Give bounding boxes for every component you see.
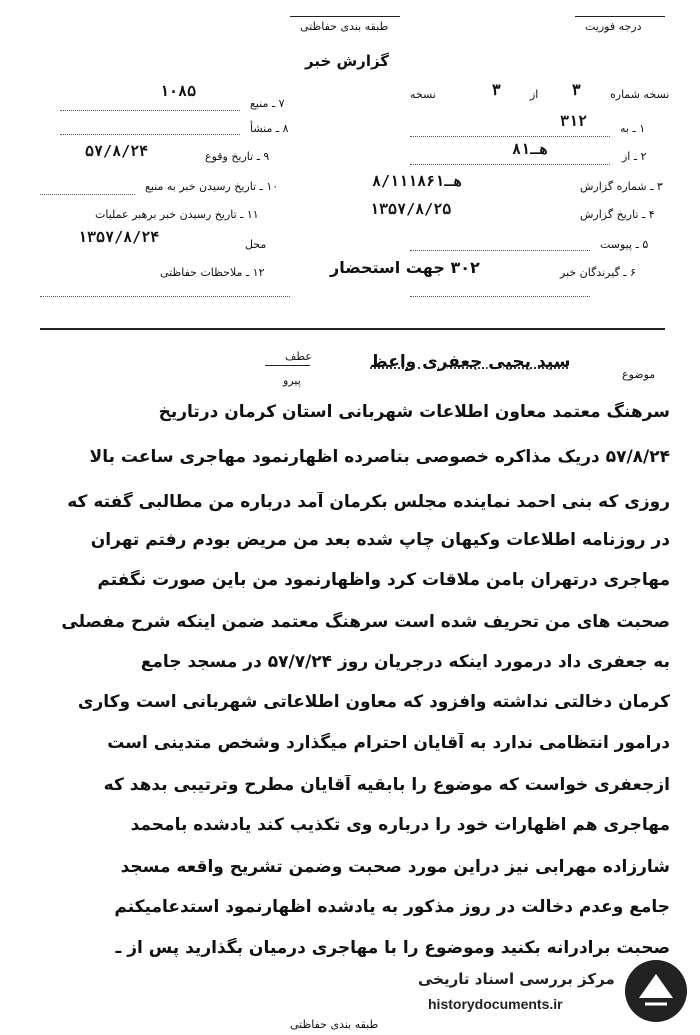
event-date-value: ۵۷/۸/۲۴	[85, 142, 149, 160]
classification-rule	[290, 16, 400, 17]
receipt-date-label: ۱۰ ـ تاریخ رسیدن خبر به منبع	[145, 180, 279, 193]
body-line-3: روزی که بنی احمد نماینده مجلس بکرمان آمد درباره من مطالبی گفته که	[67, 492, 670, 512]
of-label: از	[530, 88, 539, 101]
report-date-value: ۱۳۵۷/۸/۲۵	[370, 200, 452, 218]
body-line-13: جامع وعدم دخالت در روز مذکور به یادشده اظهارنمود استدعامیکنم	[114, 897, 670, 917]
place-date-value: ۱۳۵۷/۸/۲۴	[78, 228, 160, 246]
attachment-dotted-line	[410, 250, 590, 251]
body-line-8: کرمان دخالتی نداشته وافزود که معاون اطلاعاتی شهربانی است وکاری	[77, 692, 670, 712]
receipt-dotted-line	[40, 194, 135, 195]
to-dotted-line	[410, 136, 610, 137]
header-divider	[40, 328, 665, 330]
classification-label-bottom: طبقه بندی حفاظتی	[290, 1018, 379, 1031]
ops-date-label: ۱۱ ـ تاریخ رسیدن خبر برهبر عملیات	[95, 208, 259, 221]
recipients-dotted-line	[410, 296, 590, 297]
urgency-rule	[575, 16, 665, 17]
remarks-dotted-line	[40, 296, 290, 297]
recipients-value: ۳۰۲ جهت استحضار	[330, 258, 480, 277]
body-line-11: مهاجری هم اظهارات خود را درباره وی تکذیب کند یادشده بامحمد	[130, 815, 670, 835]
body-line-10: ازجعفری خواست که موضوع را بابقیه آقایان مطرح وترتیبی بدهد که	[103, 775, 670, 795]
of-value: ۳	[492, 80, 501, 99]
reference-label: عطف	[285, 350, 312, 363]
origin-label: ۸ ـ منشأ	[250, 122, 289, 135]
origin-dotted-line	[60, 134, 240, 135]
body-line-9: درامور انتظامی ندارد به آقایان احترام میگذارد وشخص متدینی است	[107, 733, 670, 753]
body-line-2: ۵۷/۸/۲۴ دریک مذاکره خصوصی بناصرده اظهارنمود مهاجری ساعت بالا	[89, 447, 670, 467]
body-line-12: شارزاده مهرابی نیز دراین مورد صحبت وضمن تشریح واقعه مسجد	[120, 857, 670, 877]
subject-value: سید یحیی جعفری واعظ	[370, 352, 571, 372]
reference-rule	[265, 365, 310, 366]
body-line-7: به جعفری داد درمورد اینکه درجریان روز ۵۷/۷/۲۴ در مسجد جامع	[140, 652, 670, 672]
report-number-value: ۸/۱۱۱۸۶هـ۱	[372, 172, 463, 190]
from-dotted-line	[410, 164, 610, 165]
report-date-label: ۴ ـ تاریخ گزارش	[580, 208, 655, 221]
body-line-5: مهاجری درتهران بامن ملاقات کرد واظهارنمود من باین صورت نگفتم	[97, 570, 670, 590]
from-value: ۸هـ۱	[512, 140, 549, 158]
source-dotted-line	[60, 110, 240, 111]
page-title: گزارش خبر	[305, 52, 390, 70]
archive-name: مرکز بررسی اسناد تاریخی	[418, 970, 615, 988]
remarks-label: ۱۲ ـ ملاحظات حفاظتی	[160, 266, 265, 279]
body-line-6: صحبت های من تحریف شده است سرهنگ معتمد ضمن اینکه شرح مفصلی	[61, 612, 670, 632]
archive-website-link[interactable]: historydocuments.ir	[428, 996, 563, 1012]
classification-label-top: طبقه بندی حفاظتی	[300, 20, 389, 33]
copies-label: نسخه	[410, 88, 436, 101]
to-label: ۱ ـ به	[620, 122, 646, 135]
event-date-label: ۹ ـ تاریخ وقوع	[205, 150, 270, 163]
from-label: ۲ ـ از	[622, 150, 647, 163]
copy-label: نسخه شماره	[610, 88, 670, 101]
body-line-1: سرهنگ معتمد معاون اطلاعات شهربانی استان کرمان درتاریخ	[158, 402, 670, 422]
body-line-14: صحبت برادرانه بکنید وموضوع را با مهاجری درمیان بگذارید پس از ـ	[115, 938, 670, 958]
follow-up-label: پیرو	[283, 374, 301, 387]
place-label: محل	[245, 238, 267, 251]
report-number-label: ۳ ـ شماره گزارش	[580, 180, 663, 193]
urgency-label: درجه فوریت	[585, 20, 642, 33]
recipients-label: ۶ ـ گیرندگان خبر	[560, 266, 636, 279]
copy-number-value: ۳	[572, 80, 581, 99]
attachment-label: ۵ ـ پیوست	[600, 238, 649, 251]
body-line-4: در روزنامه اطلاعات وکیهان چاپ شده بعد من مریض بودم رفتم تهران	[90, 530, 670, 550]
source-label: ۷ ـ منبع	[250, 97, 285, 110]
subject-label: موضوع	[622, 368, 656, 381]
to-value: ۳۱۲	[560, 112, 588, 130]
source-value: ۱۰۸۵	[160, 82, 197, 100]
archive-logo-icon	[625, 960, 687, 1022]
